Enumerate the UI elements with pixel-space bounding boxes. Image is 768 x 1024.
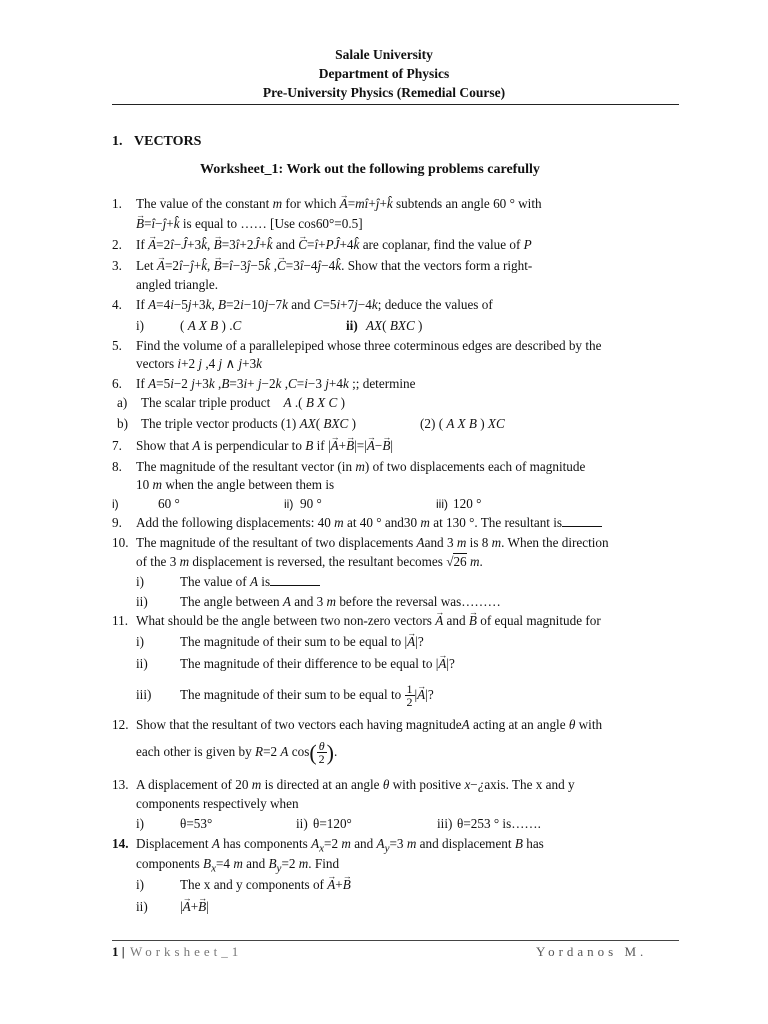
worksheet-title: Worksheet_1: Work out the following problems carefully: [200, 162, 540, 177]
document-page: Salale University Department of Physics Pre-University Physics (Remedial Course) 1. VECTORS Worksheet_1: Work out the following problems carefully 1. The value of the constant m for which → A=mî+ĵ+k̂ subtends an angle 60 ° with → B=î−ĵ+k̂ is equal to …… [Use cos60°=0.5] 2. If → A=2î−Ĵ+3k̂, → B=3î+2Ĵ+k̂ and → C=î+PĴ+4k̂ are coplanar, find the value of P 3. Let → A=2î−ĵ+k̂, → B=î−3ĵ−5k̂ ,→ C=3î−4ĵ−4k̂. Show that the vectors form a right- angled triangle. 4. If A=4i−5j+3k, B=2i−10j−7k and C=5i+7j−4k; deduce the values of i) ( A X B ) .C ii) AX( BXC ) 5. Find the volume of a parallelepiped whose three coterminous edges are described by the vectors i+2 j ,4 j ∧ j+3k 6. If A=5i−2 j+3k ,B=3i+ j−2k ,C=i−3 j+4k ;; determine a) The scalar triple product A .( B X C ) b) The triple vector products (1) AX( BXC ) (2) ( A X B ) XC 7. Show that A is perpendicular to B if |→ A+→ B|=|→ A−→ B| 8. The magnitude of the resultant vector (in m) of two displacements each of magnitude 10 m when the angle between them is i) 60 ° ii) 90 ° iii) 120 ° 9. Add the following displacements: 40 m at 40 ° and30 m at 130 °. The resultant is 10. The magnitude of the resultant of two displacements Aand 3 m is 8 m. When the direction of the 3 m displacement is reversed, the resultant becomes √26 m. i) The value of A is ii) The angle between A and 3 m before the reversal was……… 11. What should be the angle between two non-zero vectors → A and → B of equal magnitude for i) The magnitude of their sum to be equal to |→ A|? ii) The magnitude of their difference to be equal to |→ A|? iii) The magnitude of their sum to be equal to $\frac{1}{2}$ |→ A|? 12. Show that the resultant of two vectors each having magnitudeA acting at an angle θ with each other is given by R=2 A cos( $\frac{\theta}{2}$ ). 13. A displacement of 20 m is directed at an angle θ with positive x−¿axis. The x and y components respectively when i) θ=53° ii) θ=120° iii) θ=253 ° is……. 14. Displacement A has components $A_x=2$ m and $A_y=3$ m and displacement B has components $B_x=4$ m and $B_y=2$ m. Find i) The x and y components of → A+→ B ii) |→ A+→ B| 1 | Worksheet_1 Yordanos M.: [0, 0, 768, 1024]
footer-rule: [112, 940, 679, 941]
footer-worksheet-label: Worksheet_1: [130, 944, 243, 959]
footer-author: Yordanos M.: [536, 944, 648, 959]
header-rule: [112, 104, 679, 105]
section-heading: 1. VECTORS: [112, 134, 202, 149]
course-title: Pre-University Physics (Remedial Course): [262, 85, 506, 100]
university-name: Salale University: [335, 47, 433, 62]
department-name: Department of Physics: [318, 66, 450, 81]
page-number: 1 |: [112, 944, 125, 959]
